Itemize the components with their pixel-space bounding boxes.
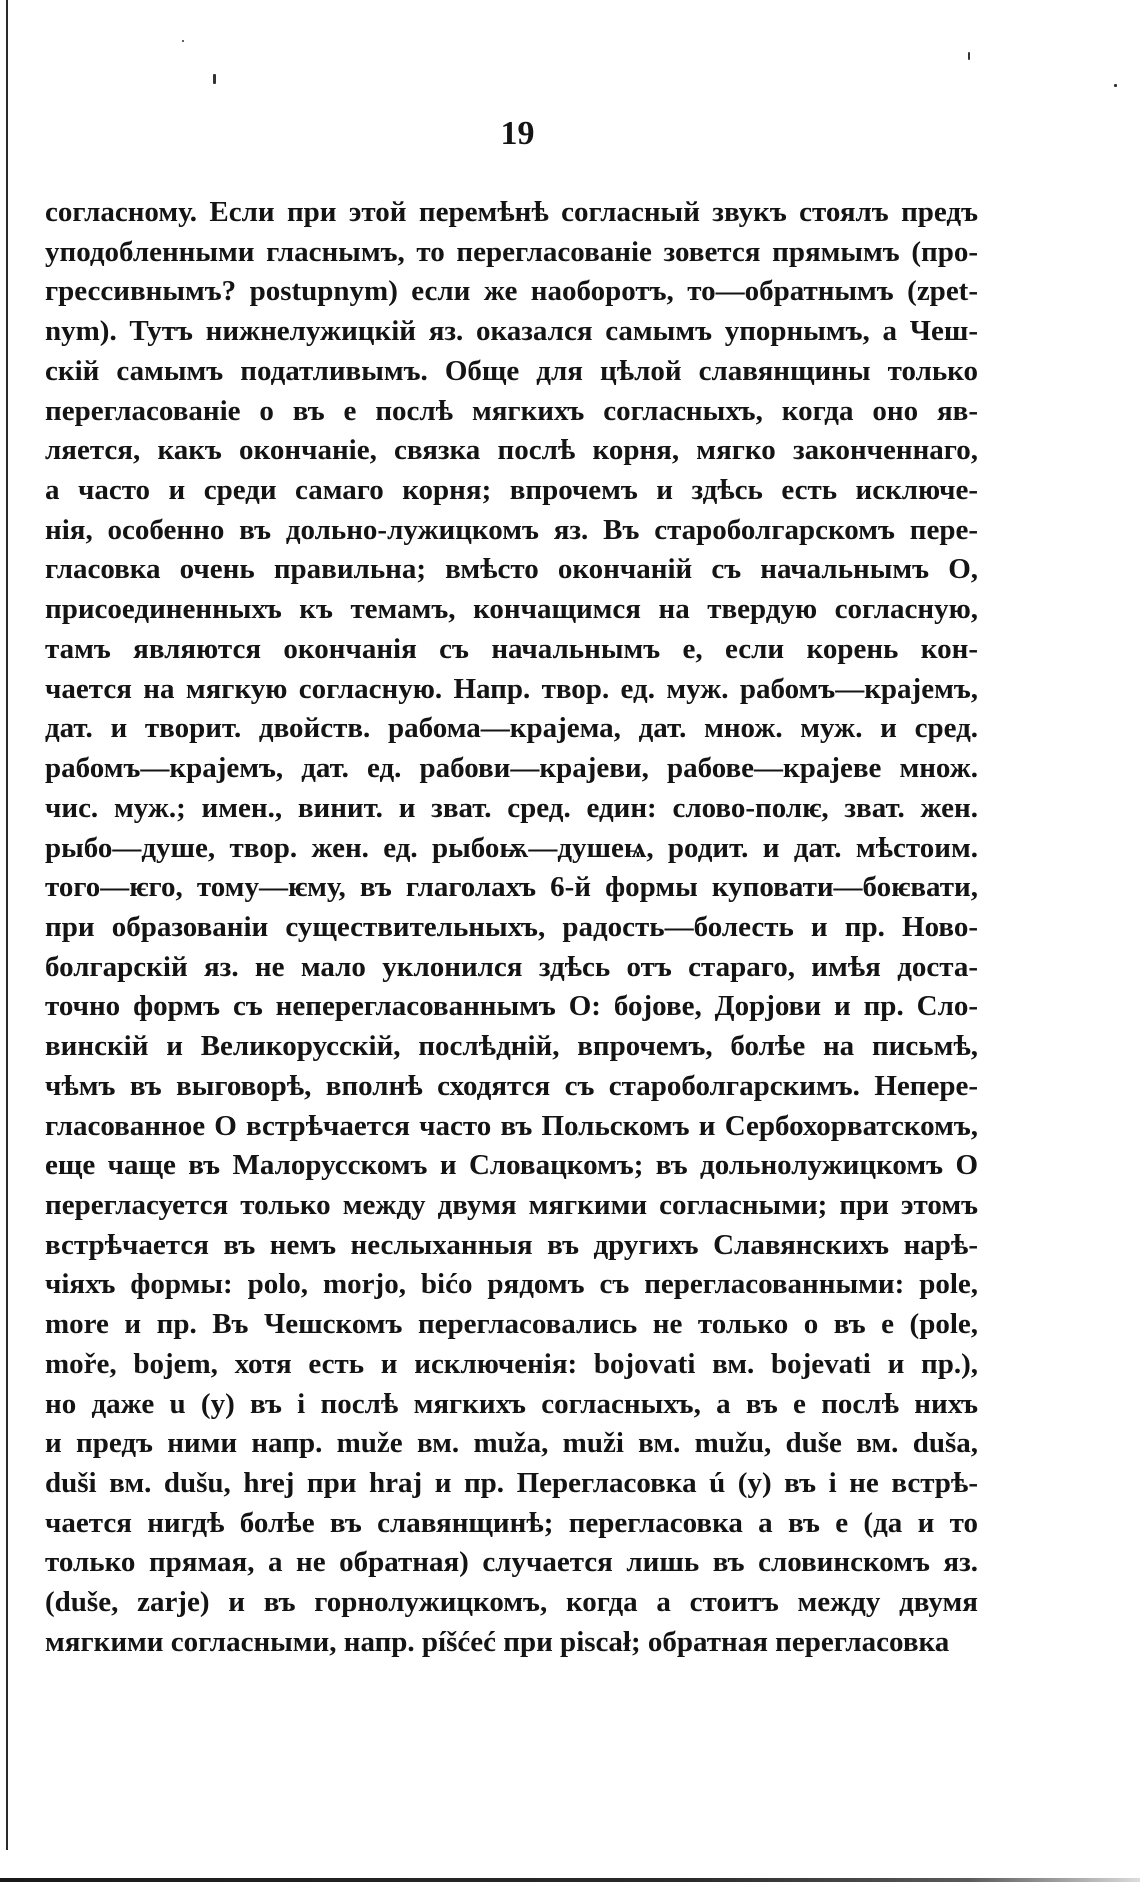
- text-line: винскій и Великорусскій, послѣдній, впрочемъ, болѣе на письмѣ,: [45, 1030, 978, 1063]
- text-line: и предъ ними напр. muže вм. muža, muži вм. mužu, duše вм. duša,: [45, 1427, 978, 1460]
- text-line: но даже u (у) въ і послѣ мягкихъ согласныхъ, а въ е послѣ нихъ: [45, 1387, 978, 1420]
- text-line: грессивнымъ? postupnym) если же наоборотъ, то—обратнымъ (zpet-: [45, 275, 978, 308]
- text-line: дат. и творит. двойств. рабома—крајема, дат. множ. муж. и сред.: [45, 712, 978, 745]
- text-line: nym). Тутъ нижнелужицкій яз. оказался самымъ упорнымъ, а Чеш-: [45, 315, 978, 348]
- text-line: только прямая, а не обратная) случается лишь въ словинскомъ яз.: [45, 1546, 978, 1579]
- text-line: чается на мягкую согласную. Напр. твор. ед. муж. рабомъ—крајемъ,: [45, 672, 978, 705]
- scan-speck: [968, 52, 970, 60]
- text-line: гласовка очень правильна; вмѣсто окончаній съ начальнымъ О,: [45, 553, 978, 586]
- text-line: точно формъ съ неперегласованнымъ О: бојове, Дорјови и пр. Сло-: [45, 990, 978, 1023]
- text-line: еще чаще въ Малорусскомъ и Словацкомъ; въ дольнолужицкомъ О: [45, 1149, 978, 1182]
- text-line: уподобленными гласнымъ, то перегласованіе зовется прямымъ (про-: [45, 235, 978, 268]
- binding-edge-line: [6, 0, 8, 1850]
- text-line: чис. муж.; имен., винит. и зват. сред. един: слово-полѥ, зват. жен.: [45, 791, 978, 824]
- text-line: нія, особенно въ дольно-лужицкомъ яз. Въ староболгарскомъ пере-: [45, 513, 978, 546]
- text-line: а часто и среди самаго корня; впрочемъ и здѣсь есть исключе-: [45, 474, 978, 507]
- text-line: чіяхъ формы: polo, morjo, bićo рядомъ съ перегласованными: pole,: [45, 1268, 978, 1301]
- text-line: согласному. Если при этой перемѣнѣ согласный звукъ стоялъ предъ: [45, 196, 978, 228]
- text-line: moře, bojem, хотя есть и исключенія: bojovati вм. bojevati и пр.),: [45, 1347, 978, 1380]
- bottom-scan-edge: [0, 1878, 1140, 1882]
- text-line: мягкими согласными, напр. píšćeć при piscał; обратная перегласовка: [45, 1625, 950, 1658]
- text-line: перегласуется только между двумя мягкими согласными; при этомъ: [45, 1188, 978, 1221]
- page-number: 19: [500, 115, 535, 152]
- text-line: (duše, zarje) и въ горнолужицкомъ, когда а стоитъ между двумя: [45, 1586, 978, 1619]
- text-line: more и пр. Въ Чешскомъ перегласовались не только о въ е (pole,: [45, 1308, 978, 1341]
- text-line: болгарскій яз. не мало уклонился здѣсь отъ стараго, имѣя доста-: [45, 950, 978, 983]
- scan-speck: [213, 74, 216, 84]
- text-line: чѣмъ въ выговорѣ, вполнѣ сходятся съ староболгарскимъ. Непере-: [45, 1069, 978, 1102]
- text-line: встрѣчается въ немъ неслыханныя въ другихъ Славянскихъ нарѣ-: [45, 1228, 978, 1261]
- scan-speck: [1114, 84, 1117, 87]
- text-line: присоединенныхъ къ темамъ, кончащимся на твердую согласную,: [45, 593, 978, 626]
- text-line: чается нигдѣ болѣе въ славянщинѣ; перегласовка а въ е (да и то: [45, 1506, 978, 1539]
- text-line: скій самымъ податливымъ. Обще для цѣлой славянщины только: [45, 354, 978, 387]
- text-line: того—ѥго, тому—ѥму, въ глаголахъ 6-й формы куповати—боѥвати,: [45, 871, 978, 904]
- text-line: ляется, какъ окончаніе, связка послѣ корня, мягко законченнаго,: [45, 434, 978, 467]
- text-line: при образованіи существительныхъ, радость—болесть и пр. Ново-: [45, 910, 978, 943]
- text-line: тамъ являются окончанія съ начальнымъ е, если корень кон-: [45, 632, 978, 665]
- text-line: перегласованіе о въ е послѣ мягкихъ согласныхъ, когда оно яв-: [45, 394, 978, 427]
- text-line: гласованное О встрѣчается часто въ Польскомъ и Сербохорватскомъ,: [45, 1109, 978, 1142]
- body-text: [45, 193, 978, 1663]
- scan-speck: [182, 40, 184, 42]
- text-line: duši вм. dušu, hrej при hraj и пр. Перегласовка ú (у) въ і не встрѣ-: [45, 1467, 978, 1499]
- text-line: рыбо—душе, твор. жен. ед. рыбоѭ—душеѩ, родит. и дат. мѣстоим.: [45, 831, 978, 864]
- text-line: рабомъ—крајемъ, дат. ед. рабови—крајеви, рабове—крајеве множ.: [45, 752, 978, 785]
